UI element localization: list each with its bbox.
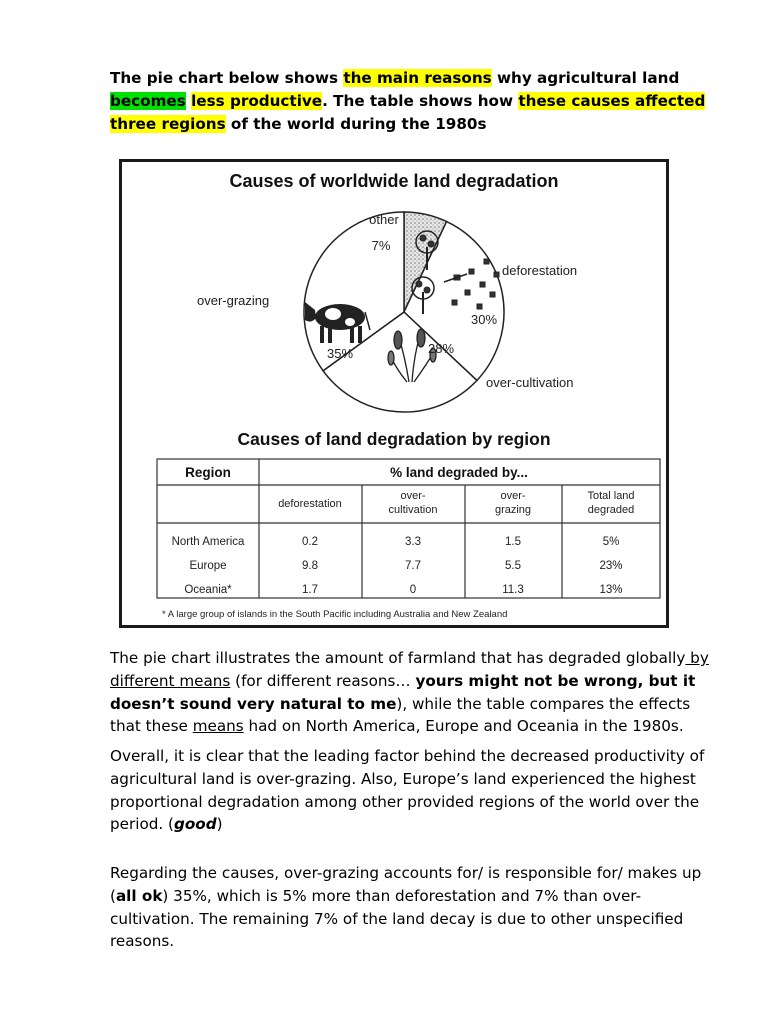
table-cell: 0 [409,584,417,596]
intro-highlight-less-productive: less productive [191,92,323,110]
table-group-header: % land degraded by... [390,465,528,480]
table-row-europe [189,560,622,572]
intro-highlight-three-regions: these causes affected three regions [110,92,706,133]
paragraph-overview [110,745,725,836]
pie-label-over-cultivation: over-cultivation [486,375,574,390]
intro-text-4: . The table shows how [322,92,519,110]
intro-highlight-becomes: becomes [110,92,186,110]
table-footnote: * A large group of islands in the South Pacific including Australia and New Zealand [162,609,508,620]
table-cell: 1.5 [505,536,521,548]
table-title: Causes of land degradation by region [237,429,551,449]
column-header-deforestation: deforestation [278,498,342,510]
teacher-comment: all ok [115,886,163,905]
table-cell: 3.3 [405,536,421,548]
column-header-over-grazing-line2: grazing [494,504,532,516]
table-row-north-america [172,536,620,548]
pie-chart-title: Causes of worldwide land degradation [229,171,559,191]
table-cell: 5.5 [505,560,521,572]
paragraph-introduction [110,647,725,738]
table-region-header: Region [185,465,231,480]
teacher-comment: good [173,815,217,834]
pie-value-deforestation: 30% [471,312,498,327]
paragraph-text: The pie chart illustrates the amount of farmland that has degraded globally [110,649,686,667]
table-cell-region: Europe [189,560,227,572]
table-cell: 23% [599,560,623,572]
paragraph-details [110,862,725,953]
paragraph-text: had on North America, Europe and Oceania in the 1980s. [243,717,684,736]
paragraph-text: ) [216,815,223,834]
table-cell: 7.7 [405,560,421,572]
table-cell: 13% [599,584,623,596]
intro-paragraph [110,67,720,136]
table-cell-region: Oceania* [184,584,232,596]
intro-text-1: The pie chart below shows [110,69,344,87]
paragraph-text: Regarding the causes, over-grazing accounts for/ is responsible for/ makes up ( [110,864,702,905]
task-figure [119,159,669,628]
pie-label-deforestation: deforestation [502,263,578,278]
table-cell: 0.2 [302,536,318,548]
pie-value-other: 7% [371,238,391,253]
column-header-over-cultivation-line2: cultivation [388,504,438,516]
teacher-comment: yours might not be wrong, but it doesn’t sound very natural to me [110,671,696,713]
table-cell: 9.8 [302,560,318,572]
underlined-phrase: by different means [110,649,709,690]
intro-highlight-main-reasons: the main reasons [343,69,492,87]
table-cell: 5% [602,536,620,548]
pie-value-over-grazing: 35% [327,346,354,361]
paragraph-text: (for different reasons… [230,671,416,690]
underlined-word: means [192,717,244,736]
intro-text-5: of the world during the 1980s [225,115,487,133]
pie-value-over-cultivation: 28% [428,341,455,356]
paragraph-text: Overall, it is clear that the leading factor behind the decreased productivity of agricultural land is over-grazing. Also, Europe’s land experienced the highest proportional degradation among other provided regions of the world over the period. ( [110,747,705,834]
paragraph-text: ) 35%, which is 5% more than deforestation and 7% than over-cultivation. The remaining 7% of the land decay is due to other unspecified reasons. [110,886,684,951]
column-header-total-line1: Total land [587,490,635,502]
intro-text-2: why agricultural land [491,69,680,87]
table-cell: 1.7 [302,584,318,596]
column-header-over-cultivation-line1: over- [400,490,426,502]
paragraph-text: ), while the table compares the effects that these [110,694,691,736]
table-row-oceania [184,584,622,596]
column-header-over-grazing-line1: over- [500,490,526,502]
table-cell: 11.3 [502,584,524,596]
pie-label-over-grazing: over-grazing [197,293,270,308]
table-cell-region: North America [171,536,245,548]
column-header-total-line2: degraded [587,504,635,516]
pie-label-other: other [369,212,399,227]
